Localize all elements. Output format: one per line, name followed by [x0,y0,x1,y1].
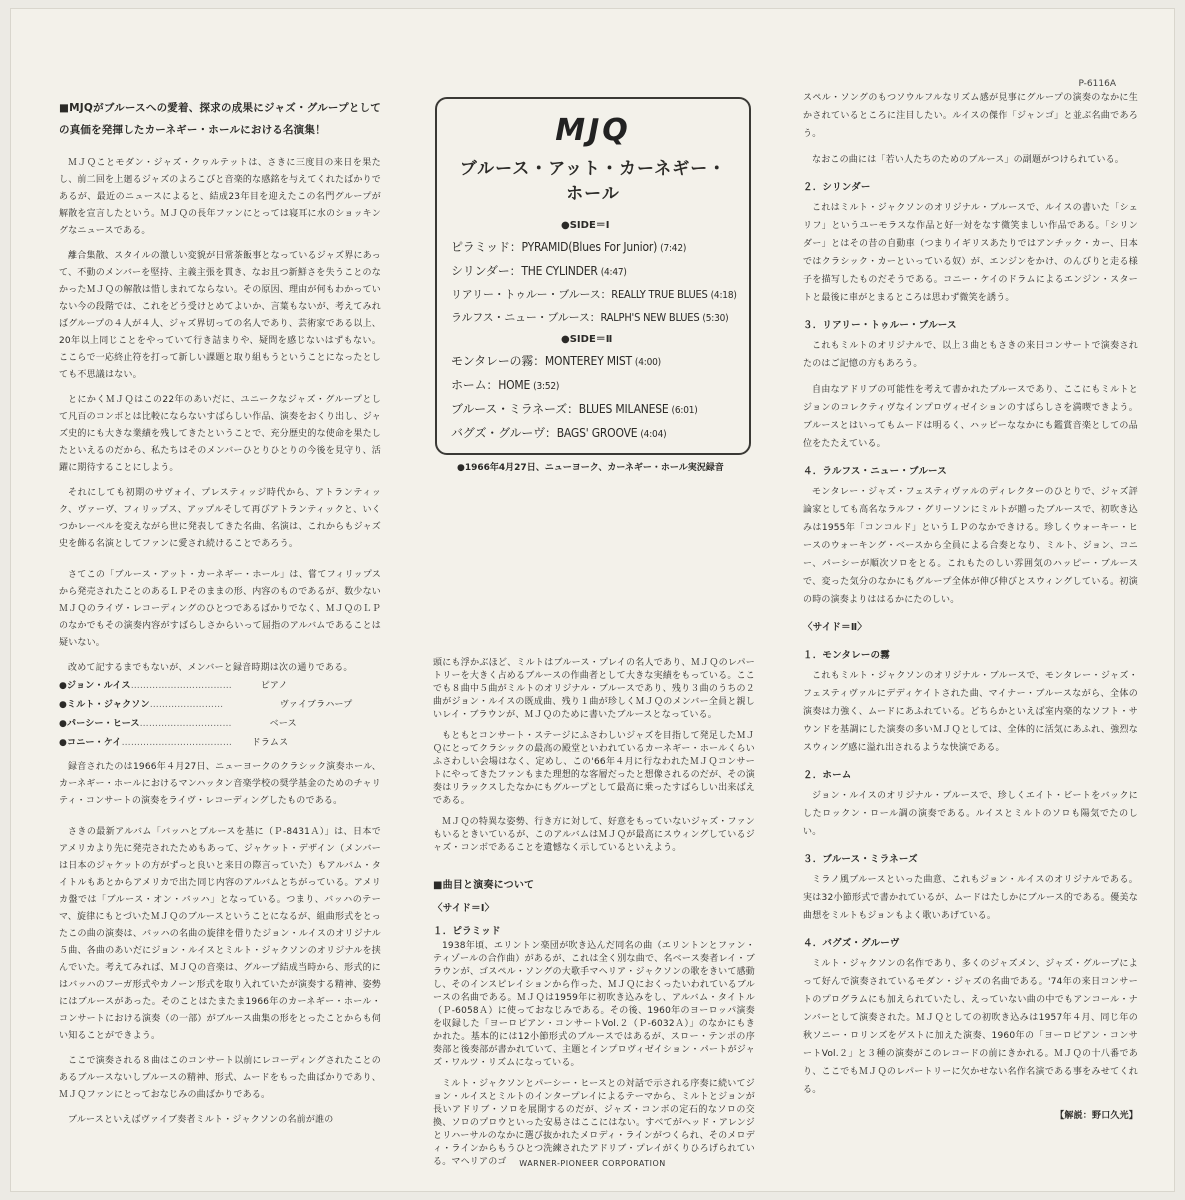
liner-notes-column-3 [803,89,1138,1133]
member-instrument: ピアノ [260,681,288,691]
track-item [451,422,735,446]
member-name: ●ジョン・ルイス [59,681,131,691]
recording-info: ●1966年4月27日、ニューヨーク、カーネギー・ホール実況録音 [457,463,724,473]
track-time: (6:01) [671,405,698,416]
paragraph: ここで演奏される８曲はこのコンサート以前にレコーディングされたことのあるブルースないしブルースの精神、形式、ムードをもった曲ばかりであり、ＭＪＱファンにとっておなじみの曲ばかりである。 [59,1056,381,1100]
paragraph: ジョン・ルイスのオリジナル・ブルースで、珍しくエイト・ビートをバックにしたロックン・ロール調の演奏である。ルイスとミルトのソロも陽気でたのしい。 [803,791,1138,837]
paragraph: なおこの曲には「若い人たちのためのブルース」の副題がつけられている。 [812,155,1124,165]
paragraph: これはミルト・ジャクソンのオリジナル・ブルースで、ルイスの書いた「シェリフ」というユーモラスな作品と好一対をなす微笑ましい作品である。「シリンダー」とはその昔の自動車（つまりイギリスあたりではアンチック・カー、日本ではクラシック・カーといっている奴）が、エンジンをかけ、のんびりと走る様子を描写したものだそうである。コニー・ケイのドラムによるエンジン・スタートと最後に車がとまるところは思わず微笑を誘う。 [803,203,1138,303]
member-name: ●パーシー・ヒース [59,719,140,729]
track-time: (7:42) [660,243,687,254]
paragraph: ブルースといえばヴァイブ奏者ミルト・ジャクソンの名前が誰の [68,1115,334,1125]
paragraph: ミルト・ジャクソンの名作であり、多くのジャズメン、ジャズ・グループによって好んで演奏されているモダン・ジャズの名曲である。'74年の来日コンサートのプログラムにも加えられていたし、えっていない曲の中でもアンコール・ナンバーとして演奏された。ＭＪＱとしての初吹き込みは1957年４月、同じ年の秋ソニー・ロリンズをゲストに加えた演奏、1960年の「ヨーロピアン・コンサートVol.２」と３種の演奏がこのレコードの前にきかれる。ＭＪＱの十八番であり、ここでもＭＪＱのレパートリーに欠かせない名作名演である事をみせてくれる。 [803,959,1138,1095]
paragraph: これもミルト・ジャクソンのオリジナル・ブルースで、モンタレー・ジャズ・フェスティヴァルにデディケイトされた曲、マイナー・ブルースながら、全体の演奏は力強く、ムードにあふれている。どちらかといえば室内楽的なソフト・サウンドを基調にした演奏の多いＭＪＱとしては、全体的に活気にあふれ、強烈なスウィング感に溢れ出されるような快演である。 [803,671,1138,753]
lead-heading: ■MJQがブルースへの愛着、探求の成果にジャズ・グループとしての真価を発揮したカーネギー・ホールにおける名演集！ [59,102,381,136]
paragraph: さきの最新アルバム「バッハとブルースを基に（Ｐ-8431Ａ）」は、日本でアメリカより先に発売されたためもあって、ジャケット・デザイン（メンバーは日本のジャケットの方がずっと良いと来日の際言っていた）もアルバム・タイトルもあとからアメリカで出た同じ内容のアルバムとちがっている。アメリカ盤では「ブルース・オン・バッハ」となっている。つまり、バッハのテーマ、旋律にもとづいたＭＪＱのブルースということになるが、組曲形式をとったこの曲の演奏は、バッハの名曲の旋律を借りたジョン・ルイスのオリジナル５曲、各曲のあいだにジョン・ルイスとミルト・ジャクソンのオリジナルを挟んでいた。考えてみれば、ＭＪＱの音楽は、グループ結成当時から、形式的にはバッハのフーガ形式やカノーン形式を取り入れていたが演奏する精神、姿勢にはブルースがあった。そのことはたまたま1966年のカーネギー・ホール・コンサートにおける演奏（の一部）がブルース曲集の形をとったことからも伺い知ることができよう。 [59,827,381,1041]
liner-notes-column-1 [59,97,381,1137]
track-title: モンタレーの霧：MONTEREY MIST [451,354,632,368]
track-title: バグズ・グルーヴ：BAGS' GROOVE [451,426,638,440]
track-time: (3:52) [533,381,560,392]
track-title: リアリー・トゥルー・ブルース：REALLY TRUE BLUES [451,288,708,301]
paragraph: ＭＪＱの特異な姿勢、行き方に対して、好意をもっていないジャズ・ファンもいるときいているが、このアルバムはＭＪＱが最高にスウィングしているジャズ・コンボであることを遺憾なく示しているといえよう。 [433,817,755,853]
track-item [451,398,735,422]
commentary-credit: 【解説：野口久光】 [1055,1111,1138,1121]
track-item [451,307,735,330]
track-heading: ３．ブルース・ミラネーズ [803,854,918,865]
liner-notes-column-2 [433,657,755,1177]
track-title: ホーム：HOME [451,378,531,392]
track-time: (4:00) [634,357,661,368]
leader-dots: ……………………………… [121,738,233,748]
member-instrument: ヴァイブラハープ [279,700,353,710]
footer-company: WARNER-PIONEER CORPORATION [519,1159,666,1168]
track-time: (4:18) [710,290,737,301]
paragraph: さてこの「ブルース・アット・カーネギー・ホール」は、嘗てフィリップスから発売されたことのあるＬＰそのままの形、内容のものであるが、数少ないＭＪＱのライヴ・レコーディングのひとつであるばかりでなく、ＭＪＱのＬＰのなかでもその演奏内容がすばらしさからいって屈指のアルバムであることは疑いない。 [59,570,382,648]
track-item [451,284,735,307]
track-heading: ２．シリンダー [803,182,871,193]
paragraph: 改めて記するまでもないが、メンバーと録音時期は次の通りである。 [68,663,353,673]
paragraph: モンタレー・ジャズ・フェスティヴァルのディレクターのひとりで、ジャズ評論家としても高名なラルフ・グリーソンにミルトが贈ったブルースで、初吹き込みは1955年「コンコルド」というＬＰのなかできける。珍しくウォーキー・ヒースのウォーキング・ベースから全員による合奏となり、ミルト、ジョン、コニー、パーシーが順次ソロをとる。これもたのしい雰囲気のハッピー・ブルースで、変った気分のなかにもグループ全体が伸び伸びとスウィングしている。初演の時の演奏よりははるかにたのしい。 [803,487,1138,605]
track-heading: ２．ホーム [803,770,852,781]
member-instrument: ドラムス [251,738,289,748]
track-heading: ４．バグズ・グルーヴ [803,938,900,949]
paragraph: 録音されたのは1966年４月27日、ニューヨークのクラシック演奏ホール、カーネギー・ホールにおけるマンハッタン音楽学校の奨学基金のためのチャリティ・コンサートの演奏をライヴ・レコーディングしたものである。 [59,762,381,806]
leader-dots: ………………………… [139,719,232,729]
track-heading: ３．リアリー・トゥルー・ブルース [803,320,957,331]
side-heading: 〈サイド＝Ⅰ〉 [433,903,495,914]
paragraph: 自由なアドリブの可能性を考えて書かれたブルースであり、ここにもミルトとジョンのコレクティヴなインプロヴィゼイションのすばらしさを満喫できよう。ブルースとはいってもムードは明るく、ハッピーななかにも鑑賞音楽としての品位をたたえている。 [803,385,1138,449]
track-heading: １．ピラミッド [433,926,501,937]
track-time: (5:30) [702,313,729,324]
paragraph: これもミルトのオリジナルで、以上３曲ともさきの来日コンサートで演奏されたのはご記憶の方もあろう。 [803,341,1138,369]
track-time: (4:04) [640,429,667,440]
track-item [451,350,735,374]
member-name: ●ミルト・ジャクソン [59,700,150,710]
track-item [451,260,735,284]
side-heading: 〈サイド＝Ⅱ〉 [803,622,867,633]
track-title: ブルース・ミラネーズ：BLUES MILANESE [451,402,669,416]
side-2-label: ●SIDE＝Ⅱ [561,334,613,345]
leader-dots: …………………… [149,700,224,710]
paragraph: ミルト・ジャクソンとパーシー・ヒースとの対話で示される序奏に続いてジョン・ルイスとミルトのインタープレイによるテーマから、ミルトとジョンが長いアドリブ・ソロを展開するのだが、ジャズ・コンボの定石的なソロの交換、ソロのプロウといった安易さはここにはない。すべてがヘッド・アレンジとリハーサルのなかに選び抜かれたメロディ・ラインがつくられ、そのメロディ・ラインからもうひとつ洗練されたアドリブ・プレイがくりひろげられている。マヘリアのゴ [433,1079,755,1167]
track-heading: １．モンタレーの霧 [803,650,890,661]
track-title: シリンダー：THE CYLINDER [451,264,598,278]
member-item [59,715,381,734]
member-item [59,677,381,696]
catalog-number: P-6116A [1078,79,1116,89]
paragraph: 1938年頃、エリントン楽団が吹き込んだ同名の曲（エリントンとファン・ティゾールの合作曲）があるが、これは全く別な曲で、名ベース奏者レイ・ブラウンが、ゴスペル・ソングの大歌手マヘリア・ジャクソンの歌をきいて感動し、そのインスピレイションから作った、ＭＪＱにおくったいわれているブルースの名曲である。ＭＪＱは1959年に初吹き込みをし、アルバム・タイトル（Ｐ-6058Ａ）に使っておなじみである。その後、1960年のヨーロッパ演奏を収録した「ヨーロピアン・コンサートVol.２（Ｐ-6032Ａ）」のなかにもきかれた。基本的には12小節形式のブルースではあるが、スロー・テンポの序奏部と後奏部が書かれていて、主題とインプロヴィゼイション・パートがジャズ・ワルツ・リズムになっている。 [433,941,755,1068]
liner-notes-sheet [10,8,1175,1192]
member-name: ●コニー・ケイ [59,738,122,748]
member-list [59,677,381,753]
paragraph: それにしても初期のサヴォイ、プレスティッジ時代から、アトランティック、ヴァーヴ、フィリップス、アップルそして再びアトランティックと、いくつかレーベルを変えながら世に発表してきた名曲、名演は、これからもジャズ史を飾る名演としてファンに愛され続けることであろう。 [59,488,381,549]
member-item [59,696,381,715]
mjq-logo: MJQ [555,113,631,148]
paragraph: 離合集散、スタイルの激しい変貌が日常茶飯事となっているジャズ界にあって、不動のメンバーを堅持、主義主張を貫き、なお且つ新鮮さを失うことのなかったＭＪＱの解散は惜しまれてならない。その原因、理由が何もわかっていない今の段階では、これをどう受けとめてよいか、言葉もないが、考えてみればグループの４人が４人、ジャズ界切っての名人であり、芸術家である以上、20年以上同じことをやっていて行き詰まりや、疑問を感じないはずもない。ここらで一応終止符を打って新しい課題と取り組もうということになったとしても不思議はない。 [59,251,382,380]
side-1-label: ●SIDE＝Ⅰ [561,220,610,231]
track-item [451,374,735,398]
track-title: ラルフス・ニュー・ブルース：RALPH'S NEW BLUES [451,311,700,324]
paragraph: スペル・ソングのもつソウルフルなリズム感が見事にグループの演奏のなかに生かされているところに注目したい。ルイスの傑作「ジャンゴ」と並ぶ名曲であろう。 [803,93,1138,139]
paragraph: ミラノ風ブルースといった曲意、これもジョン・ルイスのオリジナルである。実は32小節形式で書かれているが、ムードはたしかにブルース的である。優美な曲想をミルトもジョンもよく歌いあげている。 [803,875,1138,921]
track-title: ピラミッド：PYRAMID(Blues For Junior) [451,240,658,254]
track-item [451,236,735,260]
member-item [59,734,381,753]
album-title: ブルース・アット・カーネギー・ホール [459,159,727,204]
paragraph: もともとコンサート・ステージにふさわしいジャズを目指して発足したＭＪＱにとってクラシックの最高の殿堂といわれているカーネギー・ホールくらいふさわしい会場はなく、定めし、この'66年４月に行なわれたＭＪＱコンサートにやってきたファンもまた理想的な客層だったと想像されるのだが、その演奏はリラックスしたなかにもグループとして最高に乗ったすばらしい出来ばえである。 [433,731,755,806]
paragraph: とにかくＭＪＱはこの22年のあいだに、ユニークなジャズ・グループとして凡百のコンボとは比較にならないすばらしい作品、演奏をおくり出し、ジャズ史的にも大きな業績を残してきたということで、充分歴史的な使命を果たしたといえるのだから、私たちはそのメンバーひとりひとりの今後を見守り、活躍に期待することにしよう。 [59,395,381,473]
track-heading: ４．ラルフス・ニュー・ブルース [803,466,947,477]
leader-dots: …………………………… [130,681,232,691]
member-instrument: ベース [269,719,297,729]
tracklist-box [435,97,751,473]
track-time: (4:47) [600,267,627,278]
section-heading: ■曲目と演奏について [433,880,535,891]
paragraph: 頭にも浮かぶほど、ミルトはブルース・プレイの名人であり、ＭＪＱのレパートリーを大きく占めるブルースの作曲者として大きな実績をもっている。ここでも８曲中５曲がミルトのオリジナル・ブルースであり、残り３曲のうちの２曲がジョン・ルイスの既成曲、残り１曲が珍しくＭＪＱのメンバー全員と親しいレイ・ブラウンが、ＭＪＱのために書いたブルースとなっている。 [433,658,755,720]
paragraph: ＭＪＱことモダン・ジャズ・クヮルテットは、さきに三度目の来日を果たし、前二回を上廻るジャズのよろこびと音楽的な感銘を与えてくれたばかりであるが、最近のニュースによると、結成23年目を迎えたこの名門グループが解散を宣言したという。ＭＪＱの長年ファンにとっては寝耳に水のショッキングなニュースである。 [59,158,381,236]
